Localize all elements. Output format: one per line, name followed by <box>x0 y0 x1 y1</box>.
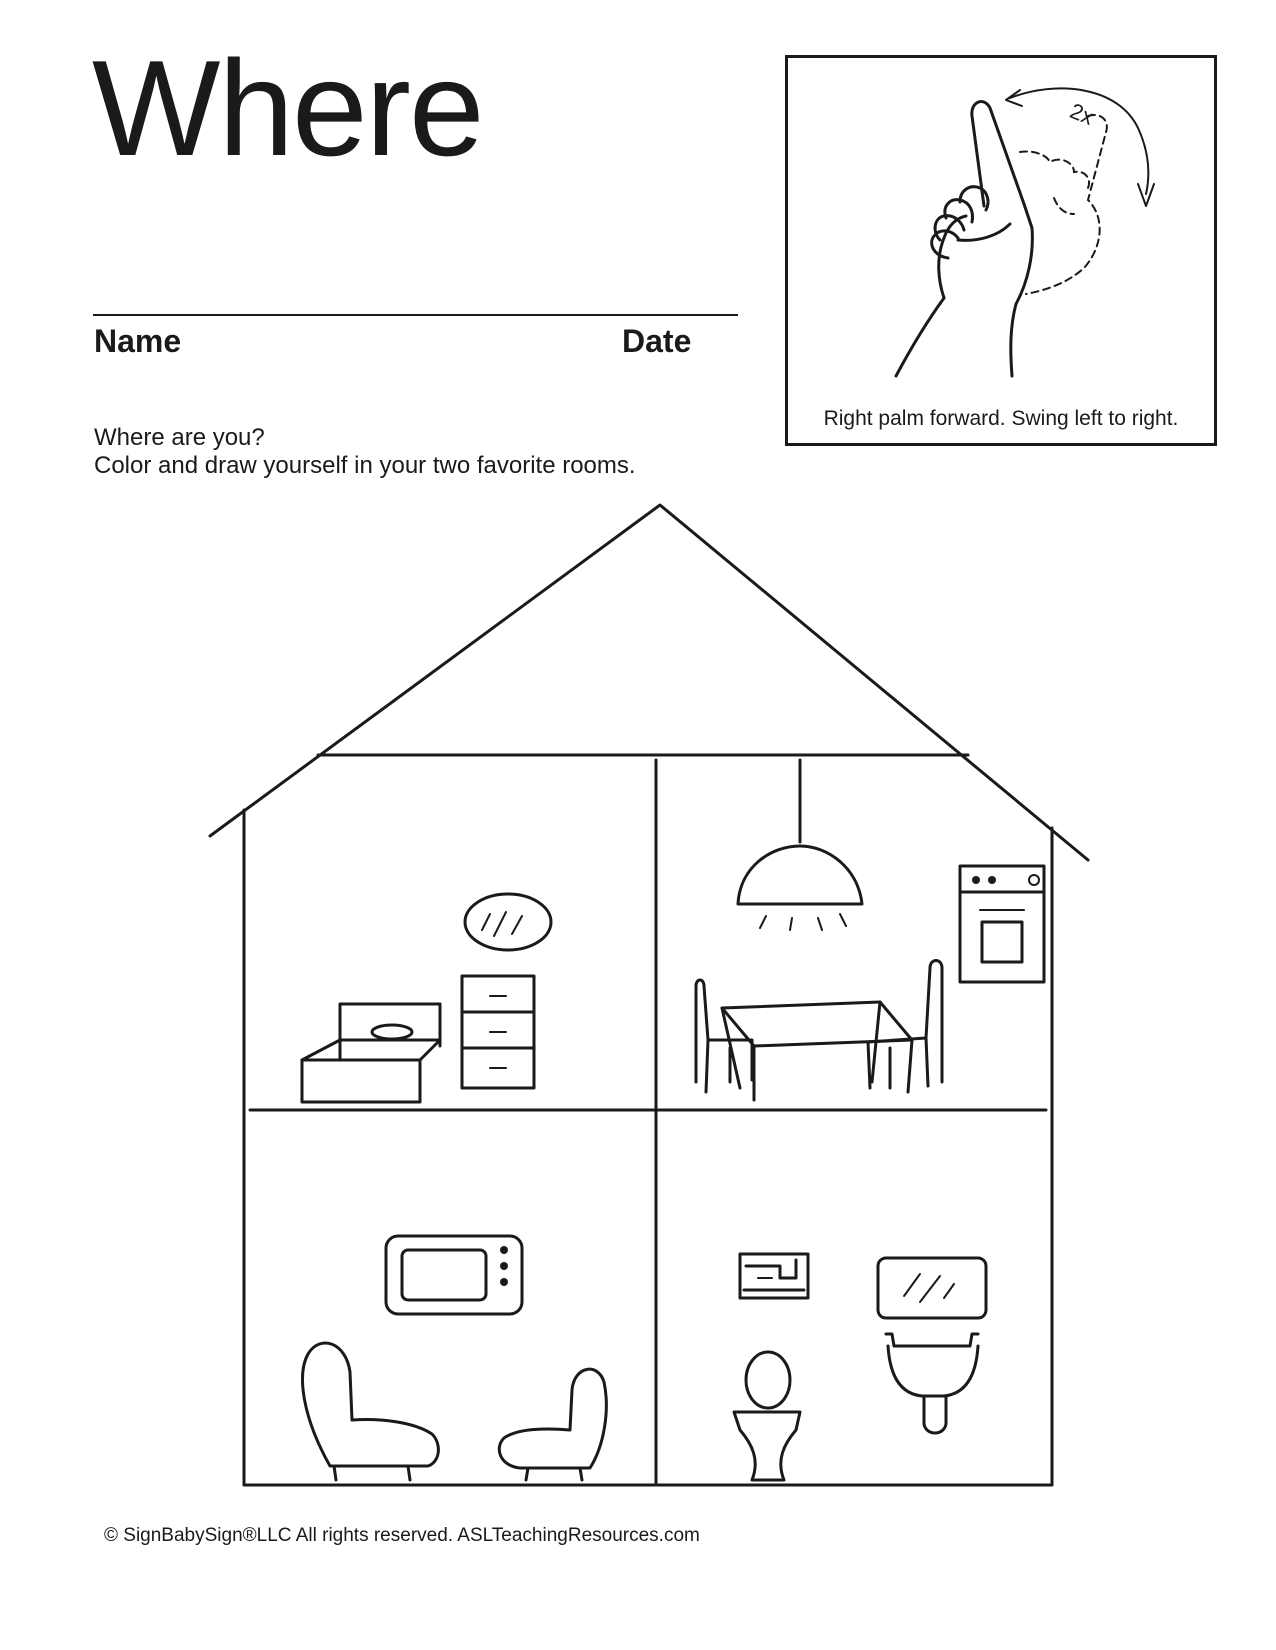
name-label: Name <box>94 323 182 359</box>
kitchen <box>696 760 1044 1100</box>
tv-icon <box>386 1236 522 1314</box>
sign-caption: Right palm forward. Swing left to right. <box>823 407 1179 430</box>
chair-left-icon <box>696 980 752 1092</box>
sink-icon <box>886 1334 978 1433</box>
repeat-count-label: 2x <box>1066 98 1098 130</box>
footer-copyright: © SignBabySign®LLC All rights reserved. ASLTeachingResources.com <box>104 1525 700 1546</box>
bathroom <box>734 1254 986 1480</box>
dresser-icon <box>462 976 534 1088</box>
armchair-left-icon <box>303 1343 439 1480</box>
toilet-icon <box>734 1352 800 1480</box>
instruction-line-1: Where are you? <box>94 424 265 451</box>
roof <box>210 505 1088 860</box>
pendant-lamp-icon <box>738 760 862 930</box>
date-label: Date <box>622 323 692 359</box>
instruction-line-2: Color and draw yourself in your two favorite rooms. <box>94 452 636 479</box>
living-room <box>303 1236 607 1480</box>
cabinet-icon <box>740 1254 808 1298</box>
bedroom <box>302 894 551 1102</box>
stove-icon <box>960 866 1044 982</box>
armchair-right-icon <box>499 1369 606 1480</box>
bed-icon <box>302 1004 440 1102</box>
house-walls <box>244 760 1052 1485</box>
page-title: Where <box>92 32 483 184</box>
bathroom-mirror-icon <box>878 1258 986 1318</box>
mirror-icon <box>465 894 551 950</box>
